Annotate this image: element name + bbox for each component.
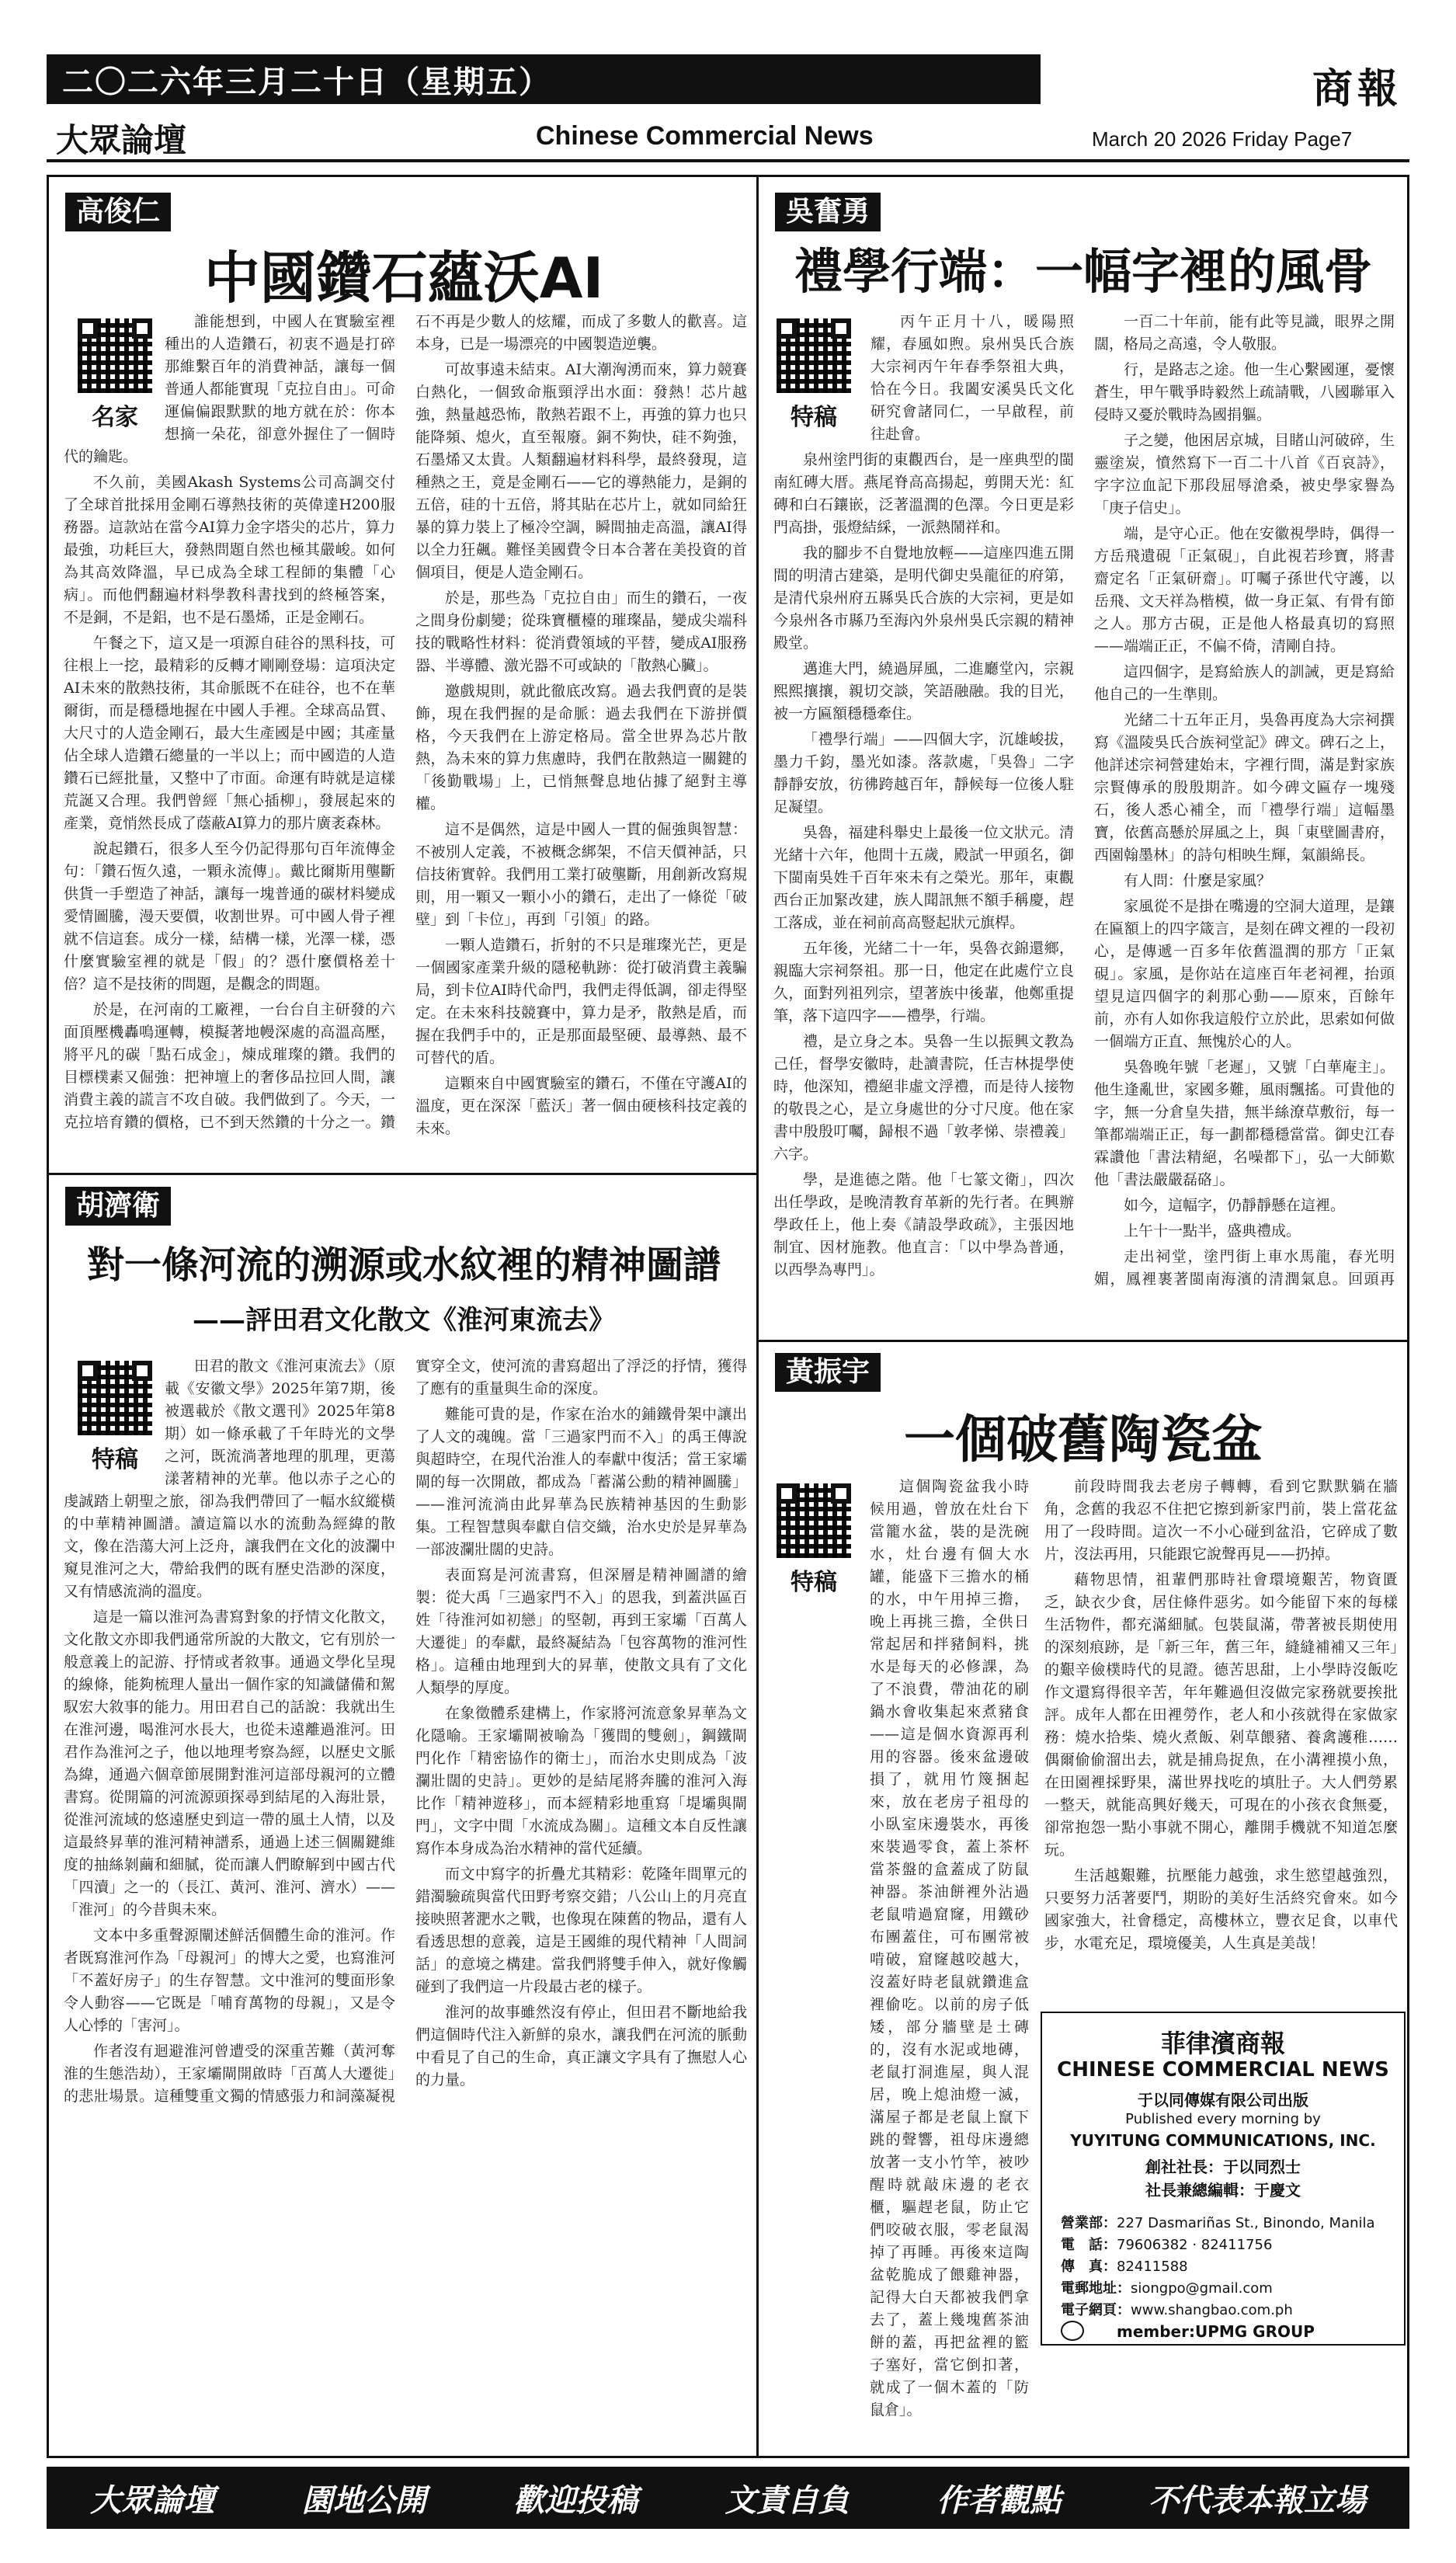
infobox-president: 社長兼總編輯：于慶文 [1145, 2181, 1301, 2200]
article-body: 丙午正月十八，暖陽照耀，春風如煦。泉州吳氏合族大宗祠丙午年春季祭祖大典，恰在今日。我闔安溪吳氏文化研究會諸同仁，一早啟程，前往赴會。 泉州塗門街的東觀西台，是一座典型的閩南紅磚大厝。燕尾脊高高揚起，剪開天光：紅磚和白石鑲嵌，泛著溫潤的色澤。今日更是彩門高掛，張燈結綵，一派熱鬧祥和。 我的腳步不自覺地放輕——這座四進五開間的明清古建築，是明代御史吳龍征的府第，是清代泉州府五縣吳氏合族的大宗祠，更是如今泉州各市縣乃至海內外泉州吳氏宗親的精神殿堂。 邁進大門，繞過屏風，二進廳堂內，宗親熙熙攘攘，親切交談，笑語融融。我的目光，被一方匾額穩穩牽住。 「禮學行端」——四個大字，沉雄峻拔，墨力千鈞，墨光如漆。落款處，「吳魯」二字靜靜安放，彷彿跨越百年，靜候每一位後人駐足凝望。 吳魯，福建科舉史上最後一位文狀元。清光緒十六年，他問十五歲，殿試一甲頭名，御下閩南吳姓千百年來未有之榮光。那年，東觀西台正加緊改建，族人聞訊無不額手稱慶，趕工落成，並在祠前高高豎起狀元旗桿。 五年後，光緒二十一年，吳魯衣錦還鄉，親臨大宗祠祭祖。那一日，他定在此處佇立良久，面對列祖列宗，望著族中後輩，他鄭重提筆，落下這四字——禮學，行端。 禮，是立身之本。吳魯一生以振興文教為己任，督學安徽時，赴讀書院，任吉林提學使時，他深知，禮絕非虛文浮禮，而是待人接物的敬畏之心，是立身處世的分寸尺度。他在家書中殷殷叮囑，歸根不過「敦孝悌、崇禮義」六字。 學，是進德之階。他「七篆文衛」，四次出任學政，是晚清教育革新的先行者。在興辦學政任上，他上奏《請設學政疏》，主張因地制宜、因材施教。他直言：「以中學為普通，以西學為專門」。 一百二十年前，能有此等見識，眼界之開闊，格局之高遠，令人敬服。 行，是路志之途。他一生心繫國運，憂懷蒼生，甲午戰爭時毅然上疏請戰，八國聯軍入侵時又憂於戰時為國捐軀。 子之變，他困居京城，目睹山河破碎，生靈塗炭，憤然寫下一百二十八首《百哀詩》，字字泣血記下那段屈辱滄桑，被史學家譽為「庚子信史」。 端，是守心正。他在安徽視學時，偶得一方岳飛遺硯「正氣硯」，自此視若珍寶，將書齋定名「正氣研齋」。叮囑子孫世代守護，以岳飛、文天祥為楷模，做一身正氣、有骨有節之人。那方古硯，正是他人格最真切的寫照——端端正正，不偏不倚，清剛自持。 這四個字，是寫給族人的訓誡，更是寫給他自己的一生準則。 光緒二十五年正月，吳魯再度為大宗祠撰寫《溫陵吳氏合族祠堂記》碑文。碑石之上，他詳述宗祠營建始末，字裡行間，滿是對家族宗賢傳承的殷殷期許。如今碑文匾存一塊殘石，後人悉心補全，而「禮學行端」這幅墨寶，依舊高懸於屏風之上，與「東壁圖書府，西園翰墨林」的詩句相映生輝，氣韻綿長。 有人問：什麼是家風？ 家風從不是掛在嘴邊的空洞大道理，是鑲在匾額上的四字箴言，是刻在碑文裡的一段初心，是傳遞一百多年依舊溫潤的那方「正氣硯」。家風，是你站在這座百年老祠裡，抬頭望見這四個字的剎那心動——原來，百餘年前，亦有人如你我這般佇立於此，思索如何做一個端方正直、無愧於心的人。 吳魯晚年號「老遲」，又號「白華庵主」。他生逢亂世，家國多難，風雨飄搖。可貴他的字，無一分倉皇失措，無半絲潦草敷衍，每一筆都端端正正，每一劃都穩穩當當。御史江春霖讚他「書法精絕，名噪都下」，弘一大師歎他「書法嚴嚴磊硌」。 如今，這幅字，仍靜靜懸在這裡。 上午十一點半，盛典禮成。 走出祠堂，塗門街上車水馬龍，春光明媚，鳳裡裹著閩南海濱的清潤氣息。回頭再 [773, 311, 1395, 1328]
infobox-publisher: 于以同傳媒有限公司出版 [1138, 2091, 1308, 2109]
author-tag: 胡濟衛 [65, 1187, 171, 1226]
infobox-fax: 傳 真：82411588 [1061, 2259, 1188, 2275]
qr-label: 特稿 [791, 404, 837, 431]
date-cn: 二〇二六年三月二十日（星期五） [62, 64, 551, 100]
footer-slogan: 文責自負 [725, 2481, 850, 2519]
qr-label: 特稿 [791, 1569, 837, 1596]
infobox-title-cn: 菲律濱商報 [1160, 2029, 1285, 2058]
qr-spacer [64, 1355, 165, 1480]
qr-label: 名家 [92, 404, 138, 431]
article-headline[interactable]: 中國鑽石蘊沃AI [203, 245, 604, 311]
date-en: March 20 2026 Friday Page7 [1092, 127, 1353, 151]
column-divider [756, 175, 759, 2458]
date-bar [47, 54, 1041, 104]
header-rule [47, 159, 1409, 162]
article-headline[interactable]: 一個破舊陶瓷盆 [904, 1410, 1263, 1469]
infobox-founder: 創社社長：于以同烈士 [1145, 2158, 1301, 2176]
upmg-logo-icon [1061, 2321, 1084, 2341]
footer-slogan: 園地公開 [301, 2481, 426, 2519]
infobox-company: YUYITUNG COMMUNICATIONS, INC. [1070, 2131, 1376, 2150]
infobox-web[interactable]: 電子網頁：www.shangbao.com.ph [1061, 2302, 1293, 2318]
qr-spacer [64, 311, 165, 435]
article-headline[interactable]: 禮學行端：一幅字裡的風骨 [794, 243, 1372, 300]
qr-label: 特稿 [92, 1446, 138, 1473]
infobox-member: member:UPMG GROUP [1117, 2322, 1315, 2341]
paper-english-name: Chinese Commercial News [536, 121, 874, 151]
qr-spacer [773, 311, 870, 435]
footer-slogan: 歡迎投稿 [513, 2481, 638, 2519]
section-divider [47, 1173, 756, 1175]
section-name: 大眾論壇 [56, 121, 187, 159]
footer-slogan: 大眾論壇 [90, 2481, 215, 2519]
qr-code-icon[interactable] [777, 1483, 851, 1558]
article-headline[interactable]: 對一條河流的溯源或水紋裡的精神圖譜 [86, 1243, 721, 1287]
author-tag: 高俊仁 [65, 193, 171, 231]
footer-slogan: 作者觀點 [936, 2481, 1062, 2519]
infobox-published-by: Published every morning by [1125, 2111, 1321, 2127]
masthead-infobox [1041, 2012, 1406, 2346]
infobox-email[interactable]: 電郵地址：siongpo@gmail.com [1061, 2280, 1273, 2297]
article-subtitle: ——評田君文化散文《淮河東流去》 [193, 1305, 615, 1336]
paper-name: 商報 [1312, 65, 1403, 113]
infobox-tel: 電 話：79606382 · 82411756 [1061, 2237, 1273, 2253]
footer-slogan: 不代表本報立場 [1148, 2481, 1366, 2519]
section-divider [758, 1340, 1409, 1342]
article-body: 這個陶瓷盆我小時候用過，曾放在灶台下當籠水盆，裝的是洗碗水，灶台邊有個大水罐，能盛下三擔水的桶的水，中午用掉三擔，晚上再挑三擔，全供日常起居和拌豬飼料，挑水是每天的必修課，為了不浪費，帶油花的刷鍋水會收集起來煮豬食——這是個水資源再利用的容器。後來盆邊破損了，就用竹篾捆起來，放在老房子祖母的小臥室床邊裝水，再後來裝過零食，蓋上茶杯當茶盤的盒蓋成了防鼠神器。茶油餅裡外沾過老鼠啃過窟窿，用鐵砂布團蓋住，可布團常被啃破，窟窿越咬越大，沒蓋好時老鼠就鑽進盒裡偷吃。以前的房子低矮，部分牆壁是土磚的，沒有水泥或地磚，老鼠打洞進屋，與人混居，晚上熄油燈一滅，滿屋子都是老鼠上竄下跳的聲響，祖母床邊總放著一支小竹竿，被吵醒時就敲床邊的老衣櫃，驅趕老鼠，防止它們咬破衣服，零老鼠渴掉了再睡。再後來這陶盆乾脆成了餵雞神器，記得大白天都被我們拿去了，蓋上幾塊舊茶油餅的蓋，再把盆裡的籃子塞好，當它倒扣著，就成了一個木蓋的「防鼠倉」。 [870, 1478, 1029, 2419]
infobox-address: 營業部：227 Dasmariñas St., Binondo, Manila [1061, 2215, 1375, 2231]
article-body-continued: 前段時間我去老房子轉轉，看到它默默躺在牆角，念舊的我忍不住把它擦到新家門前，裝上當花盆用了一段時間。這次一不小心碰到盆沿，它碎成了數片，沒法再用，只能跟它說聲再見——扔掉。 藉物思情，祖輩們那時社會環境艱苦，物資匱乏，缺衣少食，居住條件惡劣。如今能留下來的每樣生活物件，都充滿細膩。包裝鼠滿，帶著被長期使用的深刻痕跡，是「新三年，舊三年，縫縫補補又三年」的艱辛儉樸時代的見證。德苦思甜，上小學時沒飯吃作文還寫得很辛苦，年年難過但沒做完家務就要挨批評。成年人都在田裡勞作，老人和小孩就得在家做家務：燒水拾柴、燒火煮飯、剁草餵豬、養禽護稚……偶爾偷偷溜出去，就是捕鳥捉魚，在小溝裡摸小魚，在田園裡採野果，滿世界找吃的填肚子。大人們勞累一整天，就能高興好幾天，可現在的小孩衣食無憂，卻常抱怨一點小事就不開心，離開手機就不知道怎麼玩。 生活越艱難，抗壓能力越強，求生慾望越強烈，只要努力活著要鬥，期盼的美好生活終究會來。如今國家強大，社會穩定，高樓林立，豐衣足食，以車代步，水電充足，環境優美，人生真是美哉！ [1044, 1478, 1398, 1952]
infobox-title-en: CHINESE COMMERCIAL NEWS [1057, 2058, 1389, 2081]
author-tag: 吳奮勇 [775, 193, 881, 231]
author-tag: 黃振宇 [775, 1353, 881, 1392]
article-body: 誰能想到，中國人在實驗室裡種出的人造鑽石，初衷不過是打碎那維繫百年的消費神話，讓每一個普通人都能實現「克拉自由」。可命運偏偏跟默默的地方就在於：你本想摘一朵花，卻意外握住了一個時代的鑰匙。 不久前，美國Akash Systems公司高調交付了全球首批採用金剛石導熱技術的英偉達H200服務器。這款站在當今AI算力金字塔尖的芯片，算力最強，功耗巨大，發熱問題自然也極其嚴峻。如何為其高效降溫，早已成為全球工程師的集體「心病」。而他們翻遍材料學教科書找到的終極答案，不是銅，不是鋁，也不是石墨烯，正是金剛石。 午餐之下，這又是一項源自硅谷的黑科技，可往根上一挖，最精彩的反轉才剛剛登場：這項決定AI未來的散熱技術，其命脈既不在硅谷，也不在華爾街，而是穩穩地握在中國人手裡。全球高品質、大尺寸的人造金剛石，最大生產國是中國；其產量佔全球人造鑽石總量的一半以上；而中國造的人造鑽石已經批量，又整中了市面。命運有時就是這樣荒誕又合理。我們曾經「無心插柳」，發展起來的產業，竟悄然長成了蔭蔽AI算力的那片廣袤森林。 說起鑽石，很多人至今仍記得那句百年流傳金句：「鑽石恆久遠，一顆永流傳」。戴比爾斯用壟斷供貨一手塑造了神話，讓每一塊普通的碳材料變成愛情圖騰，漫天要價，收割世界。可中國人骨子裡就不信這套。成分一樣，結構一樣，光澤一樣，憑什麼實驗室裡的就是「假」的？憑什麼價格差十倍？這不是技術的問題，是觀念的問題。 於是，在河南的工廠裡，一台台自主研發的六面頂壓機轟鳴運轉，模擬著地幔深處的高溫高壓，將平凡的碳「點石成金」，煉成璀璨的鑽。我們的目標樸素又倔強：把神壇上的奢侈品拉回人間，讓消費主義的謊言不攻自破。我們做到了。今天，一克拉培育鑽的價格，已不到天然鑽的十分之一。鑽石不再是少數人的炫耀，而成了多數人的歡喜。這本身，已是一場漂亮的中國製造逆襲。 可故事遠未結束。AI大潮洶湧而來，算力競賽白熱化，一個致命瓶頸浮出水面：發熱！芯片越強，熱量越恐怖，散熱若跟不上，再強的算力也只能降頻、熄火，直至報廢。銅不夠快，硅不夠強，石墨烯又太貴。人類翻遍材料科學，最終發現，這種熱之王，竟是金剛石——它的導熱能力，是銅的五倍，硅的十五倍，將其貼在芯片上，就如同給狂暴的算力裝上了極冷空調，瞬間抽走高溫，讓AI得以全力狂飆。難怪美國費令日本合著在美投資的首個項目，便是人造金剛石。 於是，那些為「克拉自由」而生的鑽石，一夜之間身份劇變；從珠寶櫃檯的璀璨晶，變成尖端科技的戰略性材料：從消費領域的平替，變成AI服務器、半導體、激光器不可或缺的「散熱心臟」。 邀戲規則，就此徹底改寫。過去我們賣的是裝飾，現在我們握的是命脈：過去我們在下游拼價格，今天我們在上游定格局。當全世界為芯片散熱，為未來的算力焦慮時，我們在散熱這一關鍵的「後勤戰場」上，已悄無聲息地佔據了絕對主導權。 這不是偶然，這是中國人一貫的倔強與智慧：不被別人定義，不被概念綁架，不信天價神話，只信技術實幹。我們用工業打破壟斷，用創新改寫規則，用一顆又一顆小小的鑽石，走出了一條從「破壁」到「卡位」，再到「引領」的路。 一顆人造鑽石，折射的不只是璀璨光芒，更是一個國家產業升級的隱秘軌跡：從打破消費主義騙局，到卡位AI時代命門，我們走得低調，卻走得堅定。在未來科技競賽中，算力是矛，散熱是盾，而握在我們手中的，正是那面最堅硬、最導熱、最不可替代的盾。 這顆來自中國實驗室的鑽石，不僅在守護AI的溫度，更在深深「藍沃」著一個由硬核科技定義的未來。 [64, 311, 747, 1161]
article-body: 田君的散文《淮河東流去》（原載《安徽文學》2025年第7期，後被選載於《散文選刊》2025年第8期）如一條承載了千年時光的文學之河，既流淌著地理的肌理，更蕩漾著精神的光華。他以赤子之心的虔誠踏上朝聖之旅，卻為我們帶回了一幅水紋縱橫的中華精神圖譜。讀這篇以水的流動為經緯的散文，像在浩蕩大河上泛舟，讓我們在文化的波瀾中窺見淮河之大，帶給我們的既有歷史浩渺的深度，又有情感流淌的溫度。 這是一篇以淮河為書寫對象的抒情文化散文，文化散文亦即我們通常所說的大散文，它有別於一般意義上的記游、抒情或者敘事。通過文學化呈現的線條，能夠梳理人量出一個作家的知識儲備和駕馭宏大敘事的能力。用田君自己的話說：我就出生在淮河邊，喝淮河水長大，也從未遠離過淮河。田君作為淮河之子，他以地理考察為經，以歷史文脈為緯，通過六個章節展開對淮河這部母親河的立體書寫。從開篇的河流源頭探尋到結尾的入海壯景，從淮河流域的悠遠歷史到這一帶的風土人情，以及這最終昇華的淮河精神譜系，通過上述三個關鍵維度的抽絲剝繭和細膩，從而讓人們瞭解到中國古代「四瀆」之一的（長江、黃河、淮河、濟水）——「淮河」的今昔與未來。 文本中多重聲源闡述鮮活個體生命的淮河。作者既寫淮河作為「母親河」的博大之愛，也寫淮河「不蓋好房子」的生存智慧。文中淮河的雙面形象令人動容——它既是「哺育萬物的母親」，又是令人心悸的「害河」。 作者沒有迴避淮河曾遭受的深重苦難（黃河奪淮的生態浩劫），王家壩閘開啟時「百萬人大遷徙」的悲壯場景。這種雙重文獨的情感張力和詞藻凝視實穿全文，使河流的書寫超出了浮泛的抒情，獲得了應有的重量與生命的深度。 難能可貴的是，作家在治水的鋪鐵骨架中讓出了人文的魂魄。當「三過家門而不入」的禹王傳說與超時空，在現代治淮人的奉獻中復活；當王家壩閘的每一次開啟，都成為「蓄滿公勳的精神圖騰」——淮河流淌由此昇華為民族精神基因的生動影集。工程智慧與奉獻自信交織，治水史於是昇華為一部波瀾壯闊的史詩。 表面寫是河流書寫，但深層是精神圖譜的繪製：從大禹「三過家門不入」的恩我，到蓋洪區百姓「待淮河如初戀」的堅韌，再到王家壩「百萬人大遷徙」的奉獻，最終凝結為「包容萬物的淮河性格」。這種由地理到大的昇華，使散文具有了文化人類學的厚度。 在象徵體系建構上，作家將河流意象昇華為文化隱喻。王家壩閘被喻為「獲間的雙劍」，鋼鐵閘門化作「精密協作的衛士」，而治水史則成為「波瀾壯闊的史詩」。更妙的是結尾將奔騰的淮河入海比作「精神遊移」，而本經精彩地重寫「堤壩與閘門」，文字中間「水流成為關」。這種文本自反性讓寫作本身成為治水精神的當代延續。 而文中寫字的折疊尤其精彩：乾隆年間單元的錯濁驗疏與當代田野考察交錯；八公山上的月亮直接映照著淝水之戰，也像現在陳舊的物品，還有人看透思想的意義，這是王國維的現代精神「人間詞話」的意境之構建。當我們將雙手伸入，就好像觸碰到了我們這一片段最古老的樣子。 淮河的故事雖然沒有停止，但田君不斷地給我們這個時代注入新鮮的泉水，讓我們在河流的脈動中看見了自己的生命，真正讓文字具有了撫慰人心的力量。 [64, 1355, 747, 2450]
footer-banner [47, 2467, 1409, 2529]
